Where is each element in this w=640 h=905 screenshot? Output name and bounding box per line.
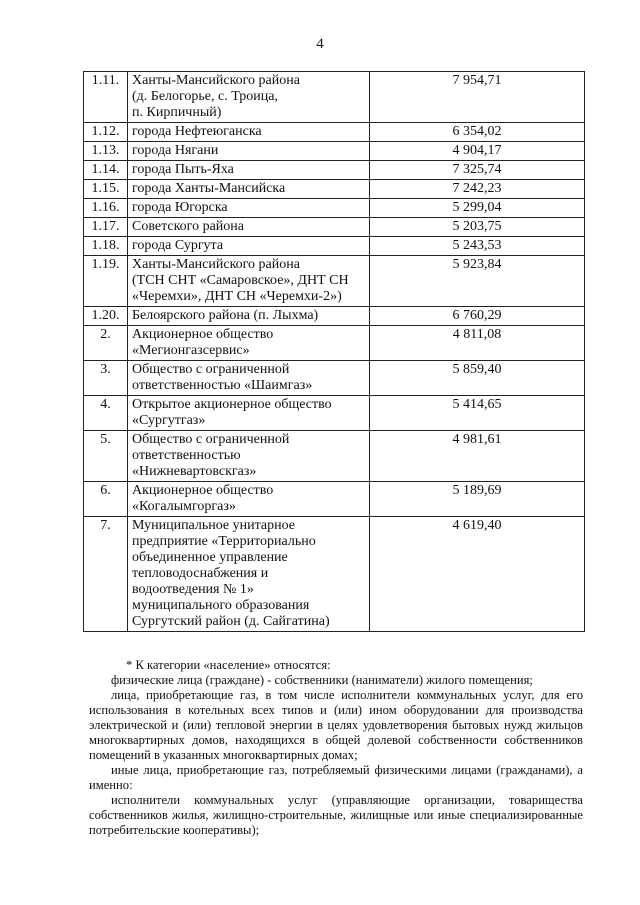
table-row [84, 482, 585, 517]
organization-name-line: предприятие «Территориально [132, 534, 316, 549]
organization-name-line: города Нягани [132, 143, 219, 158]
organization-name [128, 218, 370, 237]
organization-name-line: «Сургутгаз» [132, 413, 206, 428]
tariff-value: 6 760,29 [370, 307, 585, 326]
table-row [84, 431, 585, 482]
organization-name-line: Акционерное общество [132, 327, 274, 342]
tariff-value: 4 981,61 [370, 431, 585, 482]
organization-name [128, 199, 370, 218]
row-number: 5. [84, 431, 128, 482]
organization-name [128, 72, 370, 123]
organization-name-line: Ханты-Мансийского района [132, 73, 300, 88]
organization-name [128, 361, 370, 396]
tariff-value: 5 189,69 [370, 482, 585, 517]
tariff-value: 6 354,02 [370, 123, 585, 142]
tariff-table [83, 71, 585, 632]
organization-name-line: города Ханты-Мансийска [132, 181, 286, 196]
organization-name [128, 256, 370, 307]
footnote-section [89, 658, 583, 838]
row-number: 1.17. [84, 218, 128, 237]
row-number: 1.18. [84, 237, 128, 256]
organization-name [128, 431, 370, 482]
organization-name-line: «Когалымгоргаз» [132, 499, 236, 514]
tariff-value: 4 904,17 [370, 142, 585, 161]
organization-name-line: Акционерное общество [132, 483, 274, 498]
table-row [84, 199, 585, 218]
organization-name-line: города Сургута [132, 238, 224, 253]
organization-name [128, 326, 370, 361]
row-number: 1.13. [84, 142, 128, 161]
tariff-value: 5 859,40 [370, 361, 585, 396]
tariff-value: 4 811,08 [370, 326, 585, 361]
tariff-value: 7 242,23 [370, 180, 585, 199]
organization-name [128, 517, 370, 632]
row-number: 7. [84, 517, 128, 632]
organization-name-line: Советского района [132, 219, 244, 234]
organization-name-line: города Пыть-Яха [132, 162, 234, 177]
organization-name [128, 307, 370, 326]
organization-name [128, 482, 370, 517]
organization-name-line: «Мегионгазсервис» [132, 343, 250, 358]
table-row [84, 218, 585, 237]
footnote-item-buyers: лица, приобретающие газ, в том числе исполнители коммунальных услуг, для его использования в котельных всех типов и (или) ином оборудовании для производства электрической и (или) тепловой энергии в целях удовлетворения бытовых нужд жильцов многоквартирных домов, находящихся в общей долевой собственности собственников помещений в указанных многоквартирных домах; [89, 688, 583, 762]
organization-name [128, 123, 370, 142]
organization-name-line: ответственностью [132, 448, 241, 463]
table-row [84, 180, 585, 199]
row-number: 1.14. [84, 161, 128, 180]
row-number: 1.20. [84, 307, 128, 326]
row-number: 2. [84, 326, 128, 361]
footnote-item-other-persons: иные лица, приобретающие газ, потребляемый физическими лицами (гражданами), а именно: [89, 763, 583, 792]
organization-name-line: Открытое акционерное общество [132, 397, 332, 412]
organization-name [128, 396, 370, 431]
row-number: 1.15. [84, 180, 128, 199]
organization-name-line: Ханты-Мансийского района [132, 257, 300, 272]
tariff-value: 7 954,71 [370, 72, 585, 123]
organization-name-line: города Нефтеюганска [132, 124, 262, 139]
tariff-value: 5 414,65 [370, 396, 585, 431]
organization-name-line: «Черемхи», ДНТ СН «Черемхи-2») [132, 289, 342, 304]
organization-name-line: Общество с ограниченной [132, 362, 290, 377]
table-row [84, 517, 585, 632]
table-row [84, 256, 585, 307]
row-number: 1.12. [84, 123, 128, 142]
table-row [84, 307, 585, 326]
table-row [84, 326, 585, 361]
organization-name-line: ответственностью «Шаимгаз» [132, 378, 313, 393]
organization-name-line: Общество с ограниченной [132, 432, 290, 447]
organization-name [128, 161, 370, 180]
tariff-value: 7 325,74 [370, 161, 585, 180]
row-number: 1.11. [84, 72, 128, 123]
row-number: 1.19. [84, 256, 128, 307]
organization-name-line: муниципального образования [132, 598, 310, 613]
footnote-item-owners: физические лица (граждане) - собственники (наниматели) жилого помещения; [111, 673, 533, 687]
table-row [84, 123, 585, 142]
tariff-value: 5 923,84 [370, 256, 585, 307]
organization-name-line: города Югорска [132, 200, 228, 215]
footnote-heading: * К категории «население» относятся: [126, 658, 331, 672]
table-row [84, 72, 585, 123]
organization-name-line: п. Кирпичный) [132, 105, 222, 120]
tariff-value: 5 203,75 [370, 218, 585, 237]
organization-name-line: объединенное управление [132, 550, 288, 565]
page-number: 4 [316, 36, 324, 52]
footnote-item-utility-providers: исполнители коммунальных услуг (управляющие организации, товарищества собственников жилья, жилищно-строительные, жилищные или иные специализированные потребительские кооперативы); [89, 793, 583, 837]
organization-name-line: (д. Белогорье, с. Троица, [132, 89, 278, 104]
organization-name-line: водоотведения № 1» [132, 582, 254, 597]
organization-name-line: Муниципальное унитарное [132, 518, 296, 533]
organization-name [128, 142, 370, 161]
table-row [84, 142, 585, 161]
table-row [84, 161, 585, 180]
table-row [84, 237, 585, 256]
organization-name-line: тепловодоснабжения и [132, 566, 269, 581]
row-number: 4. [84, 396, 128, 431]
tariff-value: 5 243,53 [370, 237, 585, 256]
organization-name-line: (ТСН СНТ «Самаровское», ДНТ СН [132, 273, 349, 288]
organization-name-line: Белоярского района (п. Лыхма) [132, 308, 319, 323]
organization-name [128, 180, 370, 199]
organization-name-line: «Нижневартовскгаз» [132, 464, 257, 479]
row-number: 3. [84, 361, 128, 396]
tariff-value: 4 619,40 [370, 517, 585, 632]
table-row [84, 361, 585, 396]
row-number: 6. [84, 482, 128, 517]
table-row [84, 396, 585, 431]
organization-name-line: Сургутский район (д. Сайгатина) [132, 614, 330, 629]
row-number: 1.16. [84, 199, 128, 218]
organization-name [128, 237, 370, 256]
tariff-value: 5 299,04 [370, 199, 585, 218]
